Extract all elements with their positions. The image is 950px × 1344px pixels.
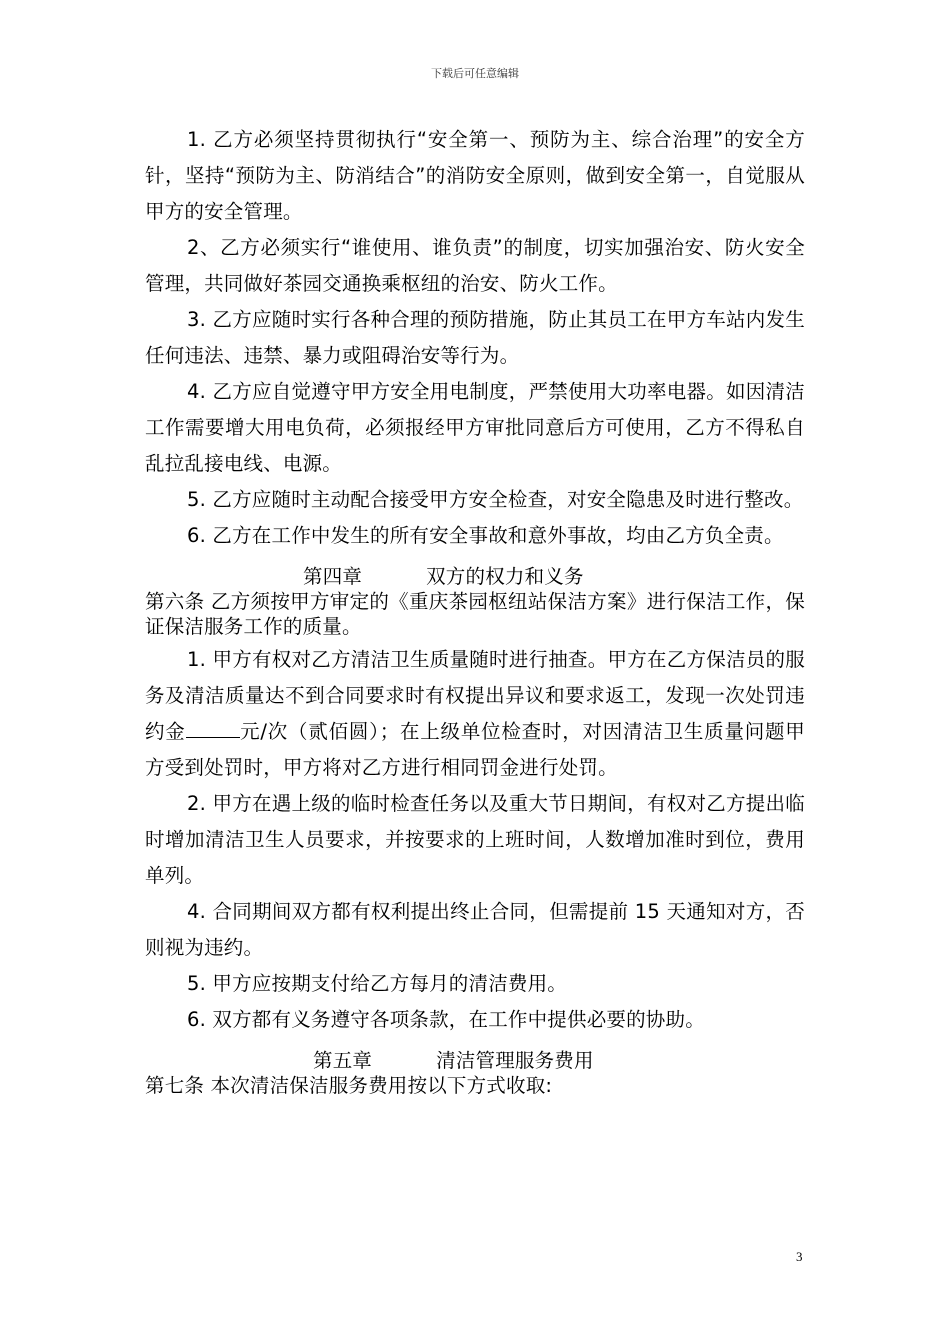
paragraph: 5. 甲方应按期支付给乙方每月的清洁费用。 [187,972,568,995]
paragraph [145,642,805,786]
chapter-heading-5 [145,1048,805,1073]
paragraph: 6. 乙方在工作中发生的所有安全事故和意外事故，均由乙方负全责。 [187,524,784,547]
paragraph: 1. 乙方必须坚持贯彻执行“安全第一、预防为主、综合治理”的安全方针，坚持“预防为主、防消结合”的消防安全原则，做到安全第一，自觉服从甲方的安全管理。 [145,128,805,223]
paragraph: 5. 乙方应随时主动配合接受甲方安全检查，对安全隐患及时进行整改。 [187,488,804,511]
paragraph: 2. 甲方在遇上级的临时检查任务以及重大节日期间，有权对乙方提出临时增加清洁卫生人员要求，并按要求的上班时间，人数增加准时到位，费用单列。 [145,792,805,887]
chapter-number: 第四章 [303,565,363,588]
article-6: 第六条 乙方须按甲方审定的《重庆茶园枢纽站保洁方案》进行保洁工作，保证保洁服务工作的质量。 [145,590,805,638]
paragraph: 4. 合同期间双方都有权利提出终止合同，但需提前 15 天通知对方，否则视为违约。 [145,900,805,959]
chapter-title: 清洁管理服务费用 [436,1049,594,1072]
page-header: 下载后可任意编辑 [431,67,519,80]
paragraph-text: 元/次（贰佰圆）；在上级单位检查时，对因清洁卫生质量问题甲方受到处罚时，甲方将对乙方进行相同罚金进行处罚。 [145,720,805,779]
document-body [145,122,805,1098]
paragraph: 2、乙方必须实行“谁使用、谁负责”的制度，切实加强治安、防火安全管理，共同做好茶园交通换乘枢纽的治安、防火工作。 [145,236,805,295]
chapter-number: 第五章 [313,1049,373,1072]
article-7: 第七条 本次清洁保洁服务费用按以下方式收取: [145,1074,553,1097]
blank-fill-line [186,721,240,738]
paragraph: 6. 双方都有义务遵守各项条款，在工作中提供必要的协助。 [187,1008,705,1031]
paragraph: 4. 乙方应自觉遵守甲方安全用电制度，严禁使用大功率电器。如因清洁工作需要增大用电负荷，必须报经甲方审批同意后方可使用，乙方不得私自乱拉乱接电线、电源。 [145,380,805,475]
paragraph-text: 1. 甲方有权对乙方清洁卫生质量随时进行抽查。甲方在乙方保洁员的服务及清洁质量达不到合同要求时有权提出异议和要求返工，发现一次处罚违约金 [145,648,805,743]
page-number: 3 [796,1249,803,1264]
chapter-heading-4 [145,564,805,589]
chapter-title: 双方的权力和义务 [426,565,584,588]
paragraph: 3. 乙方应随时实行各种合理的预防措施，防止其员工在甲方车站内发生任何违法、违禁、暴力或阻碍治安等行为。 [145,308,805,367]
